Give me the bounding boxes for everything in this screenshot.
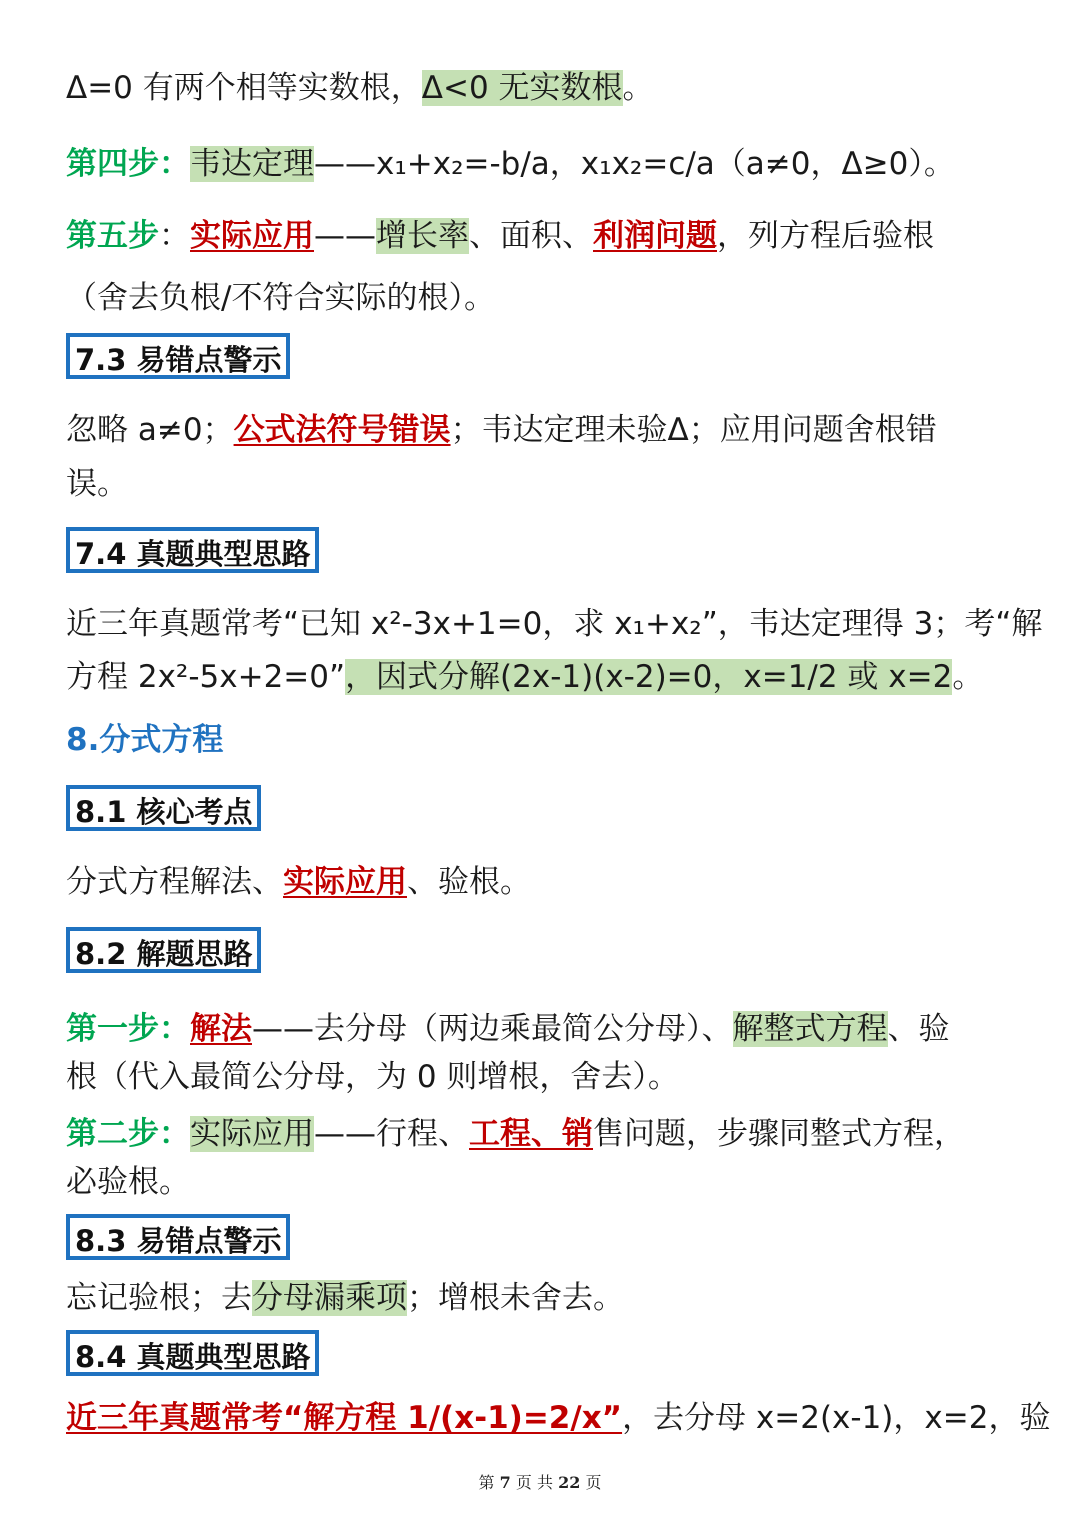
text: 忘记验根；去 <box>66 1280 252 1316</box>
section-title-8: 8.分式方程 <box>66 722 224 758</box>
section-heading-8-4: 8.4 真题典型思路 <box>66 1330 319 1376</box>
text: ；韦达定理未验Δ；应用问题舍根错 <box>450 412 937 448</box>
section-heading-7-4: 7.4 真题典型思路 <box>66 527 319 573</box>
step-four <box>66 143 1020 185</box>
emphasis-text: 利润问题 <box>593 218 717 254</box>
emphasis-text: 工程、销 <box>469 1116 593 1152</box>
step-label: 第一步： <box>66 1011 190 1047</box>
section-heading-8-3: 8.3 易错点警示 <box>66 1214 290 1260</box>
text-line: 误。 <box>66 466 128 502</box>
emphasis-text: 解法 <box>190 1011 252 1047</box>
highlighted-text: 解整式方程 <box>732 1011 888 1047</box>
page-footer <box>0 1470 1080 1493</box>
emphasis-text: 实际应用 <box>283 864 407 900</box>
text: 忽略 a≠0； <box>66 412 234 448</box>
text-line: （舍去负根/不符合实际的根）。 <box>66 280 495 316</box>
footer-text: 第 <box>478 1473 495 1492</box>
highlighted-text: Δ<0 无实数根 <box>421 70 623 106</box>
section-heading-8-1: 8.1 核心考点 <box>66 785 261 831</box>
emphasis-text: 实际应用 <box>190 218 314 254</box>
text: ——行程、 <box>314 1116 469 1152</box>
text: ——去分母（两边乘最简公分母）、 <box>252 1011 733 1047</box>
highlighted-text: 韦达定理 <box>190 146 314 182</box>
text: 、验 <box>887 1011 950 1047</box>
step-five <box>66 215 1020 257</box>
step-label: 第四步： <box>66 146 190 182</box>
text-line: 近三年真题常考“已知 x²-3x+1=0，求 x₁+x₂”，韦达定理得 3；考“解 <box>66 606 1043 642</box>
step-one <box>66 1008 1020 1050</box>
text-line <box>66 67 1020 109</box>
text: 方程 2x²-5x+2=0” <box>66 659 346 695</box>
total-pages: 22 <box>558 1473 581 1492</box>
footer-text: 页 <box>585 1473 602 1492</box>
highlighted-text: ，因式分解(2x-1)(x-2)=0，x=1/2 或 x=2 <box>345 659 953 695</box>
text: 、验根。 <box>407 864 531 900</box>
step-label: 第五步 <box>66 218 159 254</box>
highlighted-text: 分母漏乘项 <box>252 1280 407 1316</box>
emphasis-text: 近三年真题常考“解方程 1/(x-1)=2/x” <box>66 1400 623 1436</box>
text: Δ=0 有两个相等实数根， <box>66 70 422 106</box>
section-heading-7-3: 7.3 易错点警示 <box>66 333 290 379</box>
text: ： <box>159 218 190 254</box>
step-label: 第二步： <box>66 1116 190 1152</box>
text: —— <box>314 218 376 254</box>
highlighted-text: 实际应用 <box>190 1116 314 1152</box>
text-line <box>66 861 1020 903</box>
section-heading-8-2: 8.2 解题思路 <box>66 927 261 973</box>
text-line <box>66 1277 1020 1319</box>
text-line: 必验根。 <box>66 1164 190 1200</box>
text: ——x₁+x₂=-b/a，x₁x₂=c/a（a≠0，Δ≥0）。 <box>314 146 955 182</box>
text: 售问题，步骤同整式方程， <box>593 1116 965 1152</box>
text: ，去分母 x=2(x-1)，x=2，验 <box>622 1400 1051 1436</box>
page-number: 7 <box>499 1473 511 1492</box>
text: ；增根未舍去。 <box>407 1280 624 1316</box>
step-two <box>66 1113 1020 1155</box>
text: 分式方程解法、 <box>66 864 283 900</box>
footer-text: 页 共 <box>515 1473 553 1492</box>
text-line <box>66 656 1020 698</box>
text-line <box>66 1397 1051 1439</box>
text-line: 根（代入最简公分母，为 0 则增根，舍去）。 <box>66 1059 679 1095</box>
text: 、面积、 <box>469 218 593 254</box>
highlighted-text: 增长率 <box>376 218 469 254</box>
text: 。 <box>622 70 654 106</box>
text: 。 <box>952 659 984 695</box>
text: ，列方程后验根 <box>717 218 934 254</box>
text-line <box>66 409 1020 451</box>
emphasis-text: 公式法符号错误 <box>233 412 451 448</box>
